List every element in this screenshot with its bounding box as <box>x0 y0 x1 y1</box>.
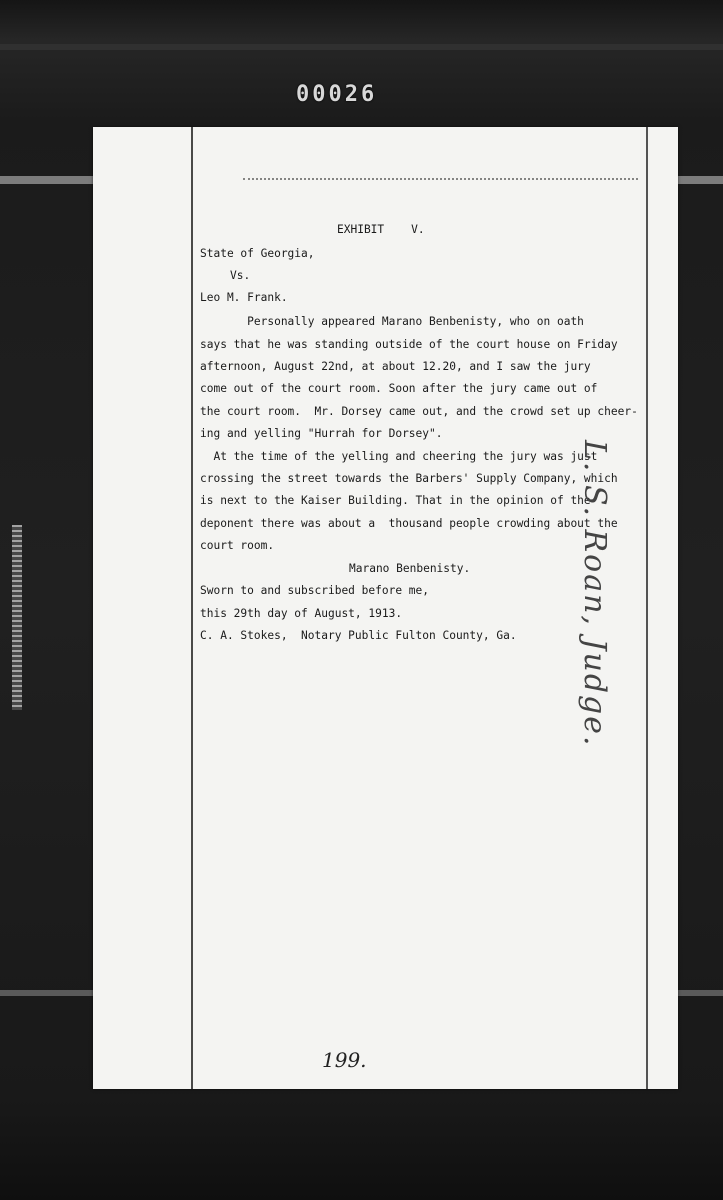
frame-number: 00026 <box>296 82 378 107</box>
margin-rule-right <box>646 127 648 1089</box>
body-line: At the time of the yelling and cheering the jury was just <box>200 450 598 463</box>
film-scratch-band <box>0 44 723 50</box>
jurat-line: Sworn to and subscribed before me, <box>200 584 430 597</box>
body-line: court room. <box>200 539 275 552</box>
margin-rule-left <box>191 127 193 1089</box>
film-edge-mark <box>12 525 22 710</box>
jurat-line: this 29th day of August, 1913. <box>200 607 403 620</box>
caption-defendant: Leo M. Frank. <box>200 291 288 304</box>
affiant-signature: Marano Benbenisty. <box>349 562 471 575</box>
body-line: ing and yelling "Hurrah for Dorsey". <box>200 427 443 440</box>
body-line: says that he was standing outside of the court house on Friday <box>200 338 618 351</box>
judge-margin-signature: L. S. Roan, Judge. <box>577 440 612 748</box>
body-line: come out of the court room. Soon after the jury came out of <box>200 382 598 395</box>
body-line: crossing the street towards the Barbers' Supply Company, which <box>200 472 618 485</box>
body-line: is next to the Kaiser Building. That in the opinion of the <box>200 494 591 507</box>
caption-state: State of Georgia, <box>200 247 315 260</box>
caption-versus: Vs. <box>230 269 251 282</box>
body-line: deponent there was about a thousand people crowding about the <box>200 517 618 530</box>
body-line: the court room. Mr. Dorsey came out, and the crowd set up cheer- <box>200 405 638 418</box>
body-line: afternoon, August 22nd, at about 12.20, and I saw the jury <box>200 360 591 373</box>
jurat-line: C. A. Stokes, Notary Public Fulton County, Ga. <box>200 629 517 642</box>
exhibit-title: EXHIBIT V. <box>337 223 425 236</box>
header-rule <box>243 178 638 181</box>
body-line: Personally appeared Marano Benbenisty, who on oath <box>200 315 584 328</box>
page-number: 199. <box>322 1048 367 1072</box>
